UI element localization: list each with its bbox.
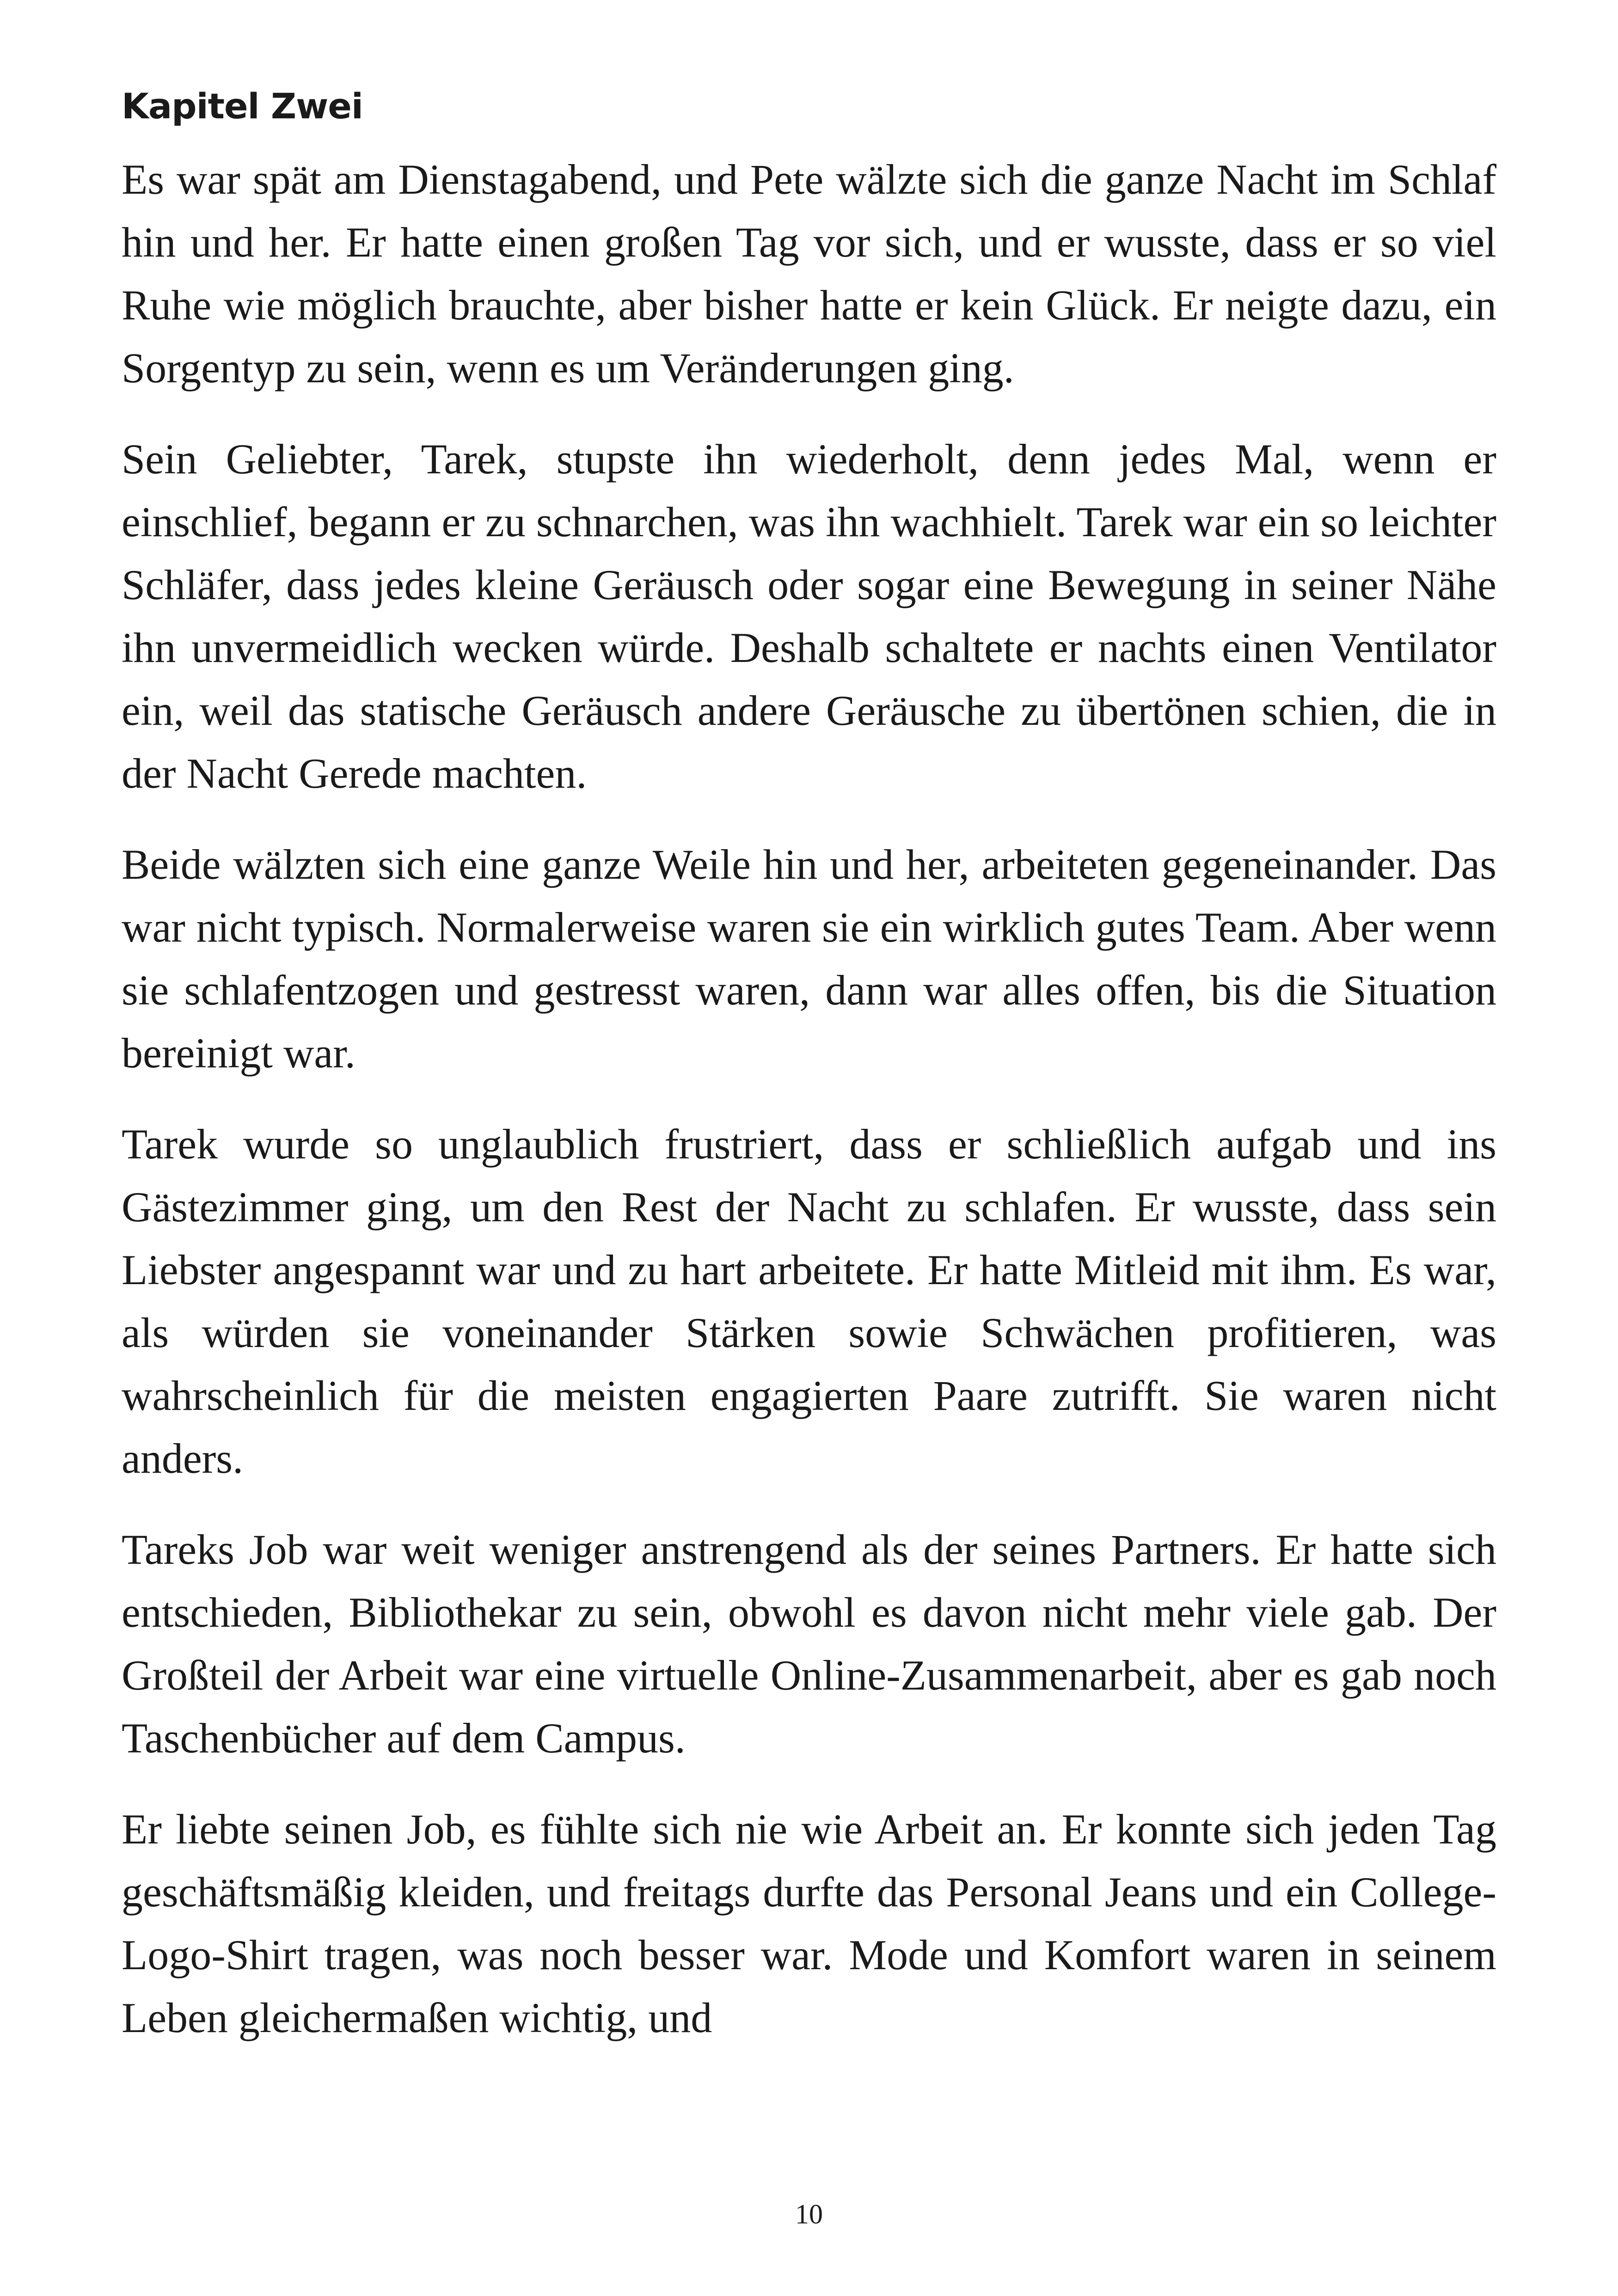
paragraph: Beide wälzten sich eine ganze Weile hin und her, arbeiteten gegeneinander. Das war nicht typisch. Normalerweise waren sie ein wirklich gutes Team. Aber wenn sie schlafentzogen und gestresst waren, dann war alles offen, bis die Situation bereinigt war. <box>122 841 1496 1077</box>
paragraph: Es war spät am Dienstagabend, und Pete wälzte sich die ganze Nacht im Schlaf hin und her. Er hatte einen großen Tag vor sich, und er wusste, dass er so viel Ruhe wie möglich brauchte, aber bisher hatte er kein Glück. Er neigte dazu, ein Sorgentyp zu sein, wenn es um Veränderungen ging. <box>122 156 1496 392</box>
paragraph: Er liebte seinen Job, es fühlte sich nie wie Arbeit an. Er konnte sich jeden Tag geschäftsmäßig kleiden, und freitags durfte das Personal Jeans und ein College-Logo-Shirt tragen, was noch besser war. Mode und Komfort waren in seinem Leben gleichermaßen wichtig, und <box>122 1806 1496 2041</box>
paragraph: Sein Geliebter, Tarek, stupste ihn wiederholt, denn jedes Mal, wenn er einschlief, begann er zu schnarchen, was ihn wachhielt. Tarek war ein so leichter Schläfer, dass jedes kleine Geräusch oder sogar eine Bewegung in seiner Nähe ihn unvermeidlich wecken würde. Deshalb schaltete er nachts einen Ventilator ein, weil das statische Geräusch andere Geräusche zu übertönen schien, die in der Nacht Gerede machten. <box>122 435 1496 797</box>
chapter-body <box>122 148 1496 2077</box>
chapter-title: Kapitel Zwei <box>122 86 363 127</box>
paragraph: Tareks Job war weit weniger anstrengend als der seines Partners. Er hatte sich entschieden, Bibliothekar zu sein, obwohl es davon nicht mehr viele gab. Der Großteil der Arbeit war eine virtuelle Online-Zusammenarbeit, aber es gab noch Taschenbücher auf dem Campus. <box>122 1526 1496 1762</box>
page-number: 10 <box>795 2199 823 2229</box>
paragraph: Tarek wurde so unglaublich frustriert, dass er schließlich aufgab und ins Gästezimmer ging, um den Rest der Nacht zu schlafen. Er wusste, dass sein Liebster angespannt war und zu hart arbeitete. Er hatte Mitleid mit ihm. Es war, als würden sie voneinander Stärken sowie Schwächen profitieren, was wahrscheinlich für die meisten engagierten Paare zutrifft. Sie waren nicht anders. <box>122 1120 1496 1482</box>
document-page <box>122 0 1496 2296</box>
